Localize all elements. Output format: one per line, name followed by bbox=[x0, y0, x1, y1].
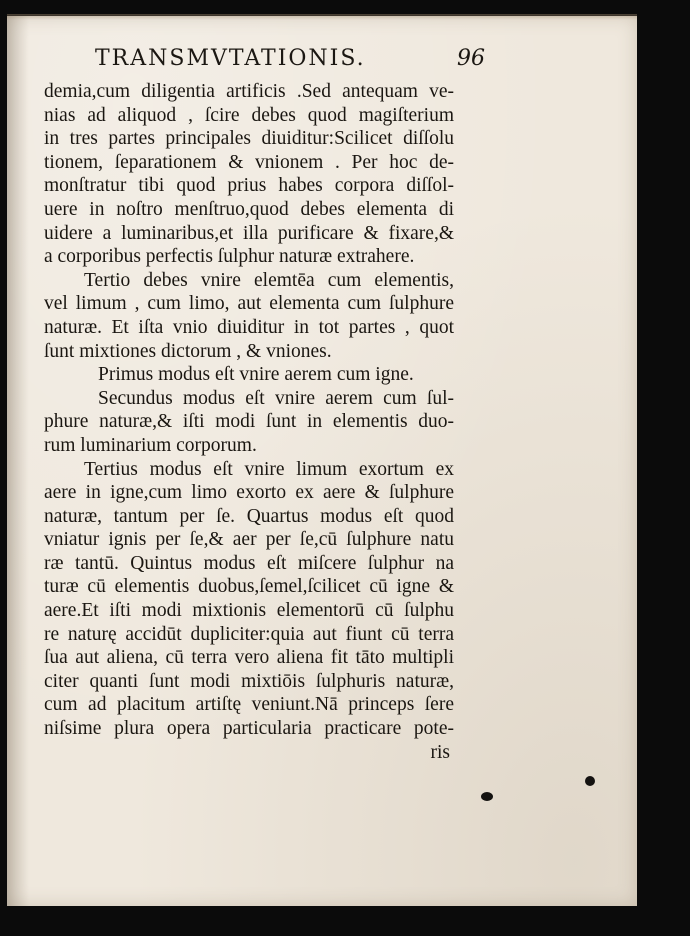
ink-spot bbox=[585, 776, 595, 786]
text-line: Primus modus eſt vnire aerem cum igne. bbox=[98, 364, 414, 386]
text-line: turæ cū elementis duobus,ſemel,ſcilicet cū igne & bbox=[44, 576, 454, 598]
text-line: uere in noſtro menſtruo,quod debes elementa di bbox=[44, 198, 454, 220]
running-head: TRANSMVTATIONIS. bbox=[95, 46, 366, 71]
ink-spot bbox=[481, 792, 493, 801]
text-line: nias ad aliquod , ſcire debes quod magiſterium bbox=[44, 104, 454, 126]
body-text bbox=[44, 80, 454, 764]
text-line: cum ad placitum artiſtę veniunt.Nā princeps ſere bbox=[44, 694, 454, 716]
text-line: Tertius modus eſt vnire limum exortum ex bbox=[84, 458, 454, 480]
text-line: ræ tantū. Quintus modus eſt miſcere ſulphur na bbox=[44, 552, 454, 574]
spine-shadow bbox=[7, 16, 29, 906]
text-line: rum luminarium corporum. bbox=[44, 434, 257, 456]
text-line: demia,cum diligentia artificis .Sed antequam ve- bbox=[44, 81, 454, 102]
text-line: in tres partes principales diuiditur:Scilicet diſſolu bbox=[44, 128, 454, 150]
page-top-edge bbox=[7, 14, 637, 20]
text-line: ſua aut aliena, cū terra vero aliena fit tāto multipli bbox=[44, 647, 454, 669]
text-line: vniatur ignis per ſe,& aer per ſe,cū ſulphure natu bbox=[44, 529, 454, 551]
text-line: citer quanti ſunt modi mixtiōis ſulphuris naturæ, bbox=[44, 670, 454, 692]
page-number: 96 bbox=[457, 46, 485, 71]
text-line: tionem, ſeparationem & vnionem . Per hoc de- bbox=[44, 151, 454, 173]
text-line: phure naturæ,& iſti modi ſunt in elementis duo- bbox=[44, 411, 454, 433]
text-line: Secundus modus eſt vnire aerem cum ſul- bbox=[98, 387, 454, 409]
text-line: monſtratur tibi quod prius habes corpora diſſol- bbox=[44, 175, 454, 197]
text-line: aere.Et iſti modi mixtionis elementorū cū ſulphu bbox=[44, 600, 454, 622]
catchword: ris bbox=[430, 741, 450, 763]
text-line: naturæ, tantum per ſe. Quartus modus eſt quod bbox=[44, 505, 454, 527]
text-line: re naturę accidūt dupliciter:quia aut fiunt cū terra bbox=[44, 623, 454, 645]
page-header bbox=[95, 46, 495, 76]
text-line: aere in igne,cum limo exorto ex aere & ſulphure bbox=[44, 482, 454, 504]
text-line: niſsime plura opera particularia practicare pote- bbox=[44, 718, 454, 740]
text-line: naturæ. Et iſta vnio diuiditur in tot partes , quot bbox=[44, 316, 454, 338]
text-line: uidere a luminaribus,et illa purificare & fixare,& bbox=[44, 222, 454, 244]
text-line: ſunt mixtiones dictorum , & vniones. bbox=[44, 340, 332, 362]
text-line: a corporibus perfectis ſulphur naturæ extrahere. bbox=[44, 246, 415, 268]
text-line: vel limum , cum limo, aut elementa cum ſulphure bbox=[44, 293, 454, 315]
text-line: Tertio debes vnire elemtēa cum elementis, bbox=[84, 269, 454, 291]
